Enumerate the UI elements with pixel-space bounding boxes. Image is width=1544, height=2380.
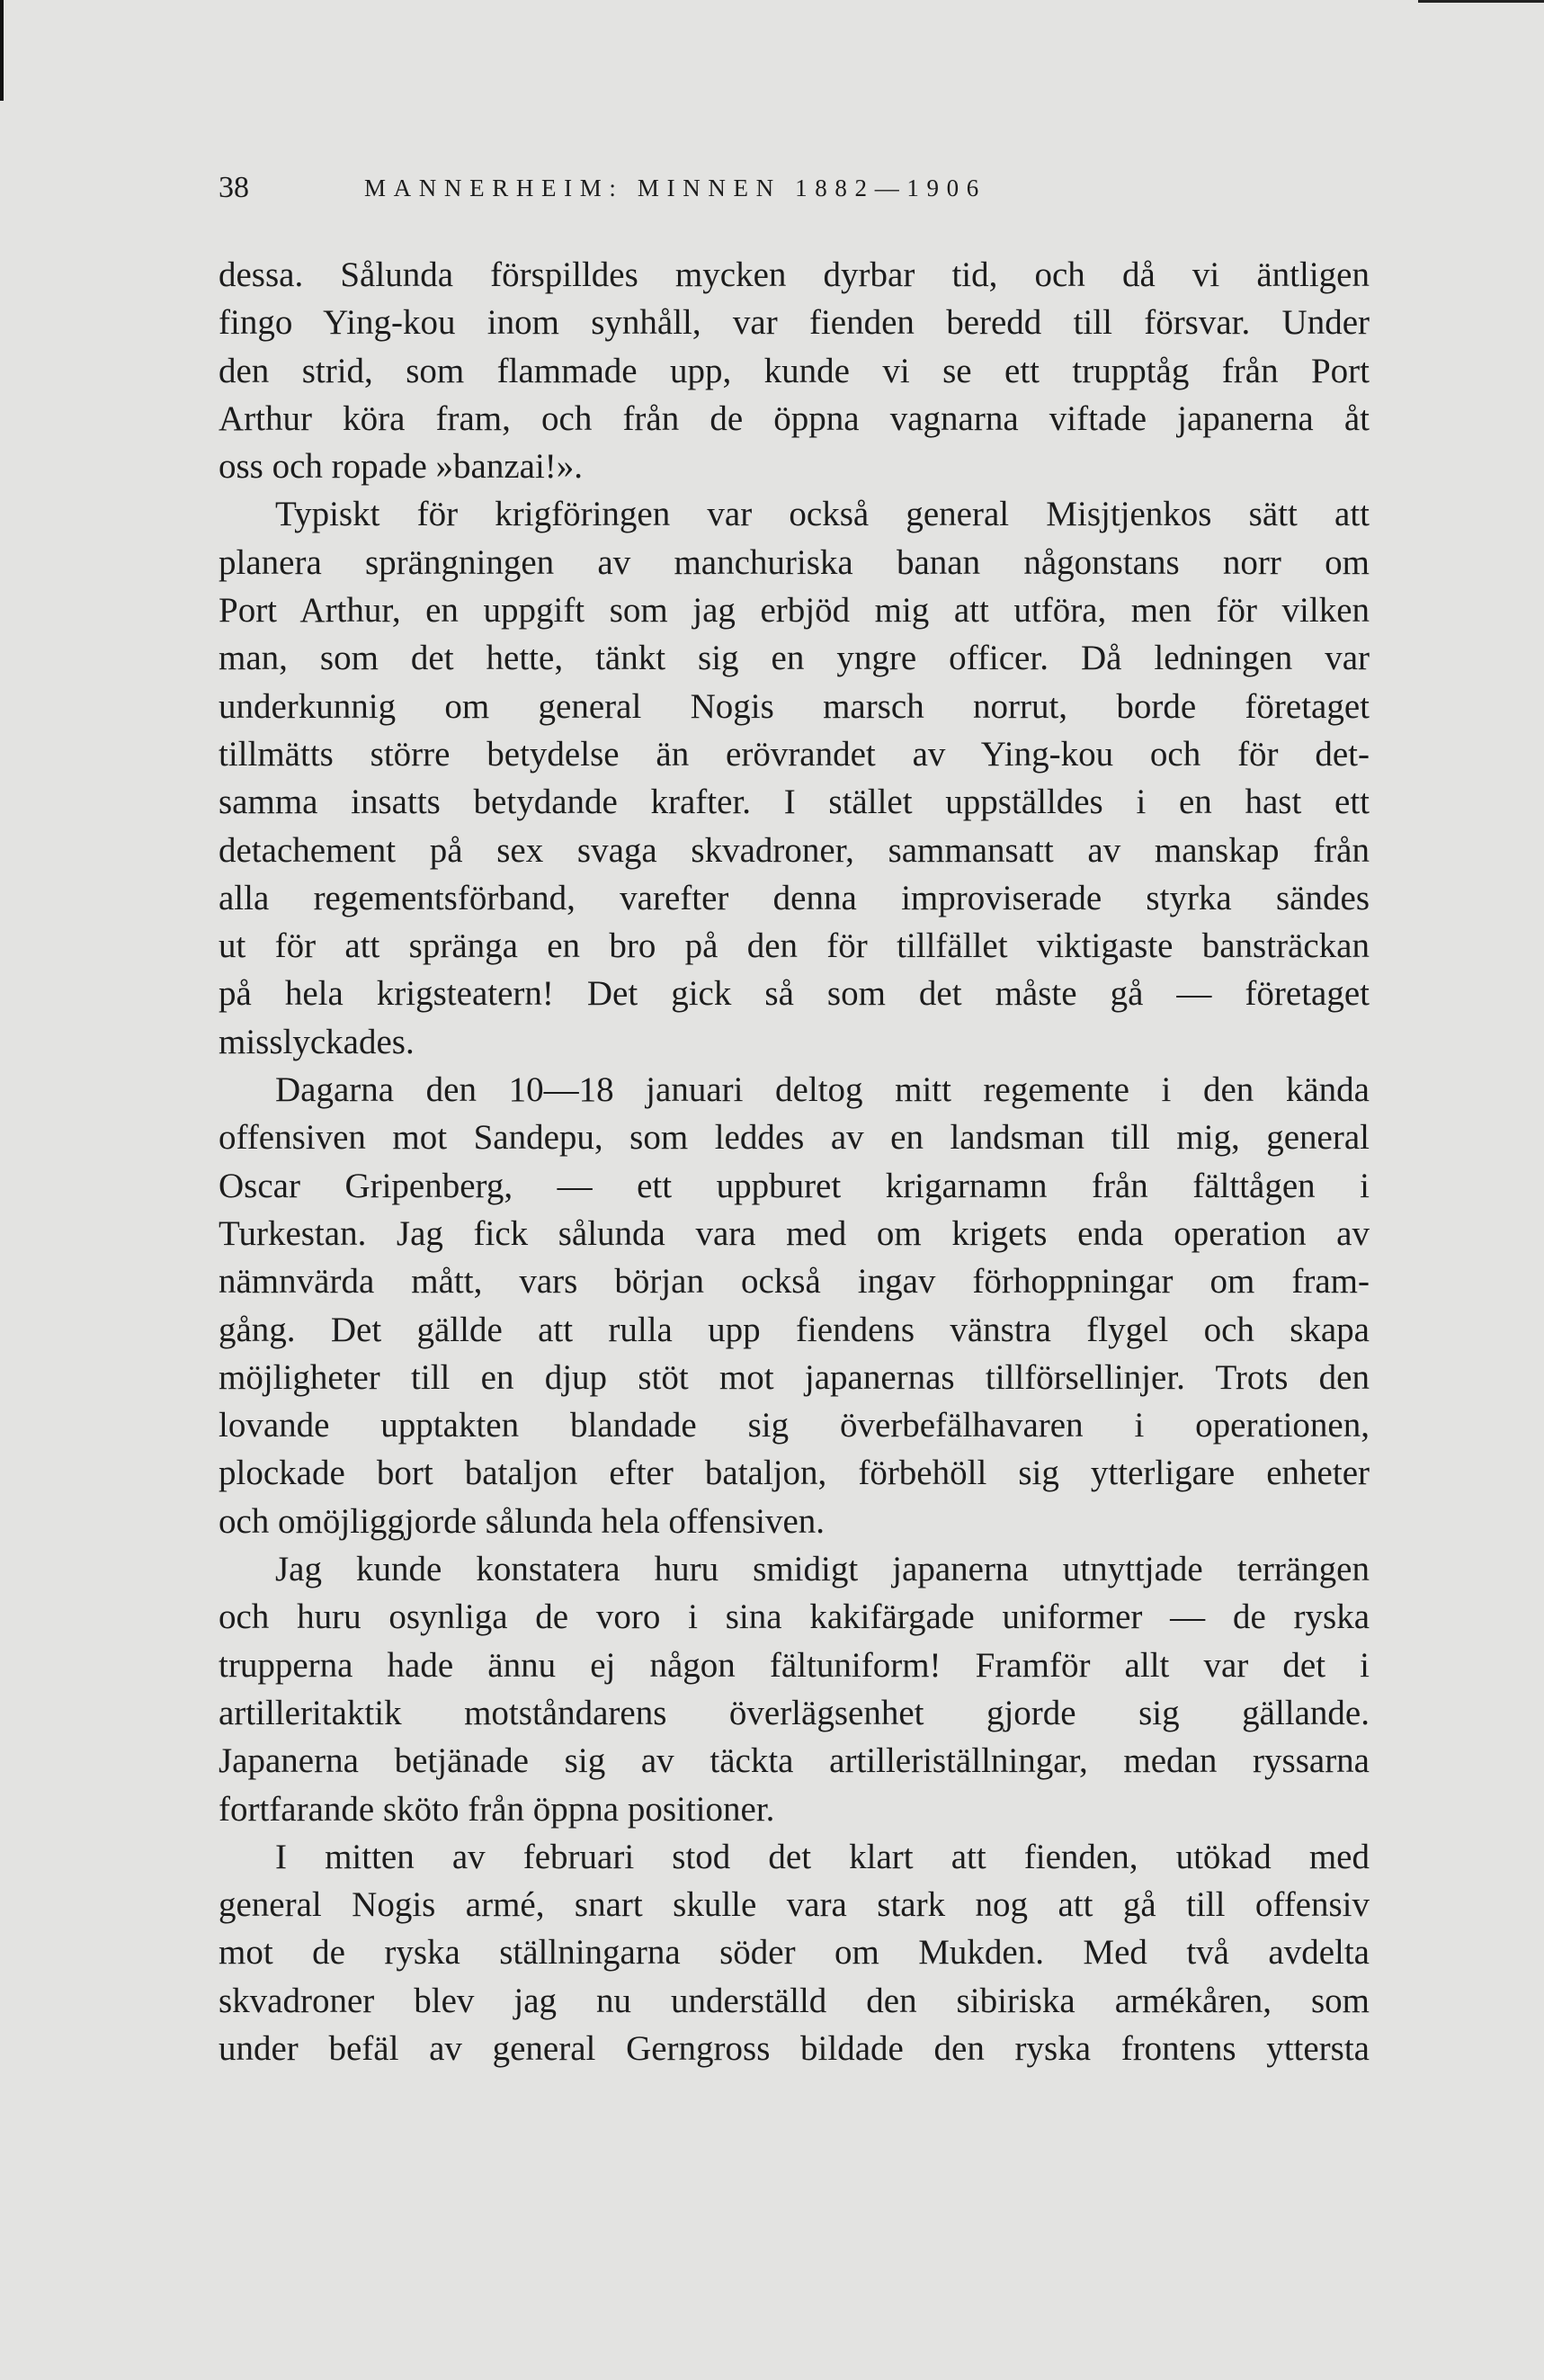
text-line: underkunnig om general Nogis marsch norrut, borde företaget <box>219 686 1370 726</box>
text-line: plockade bort bataljon efter bataljon, förbehöll sig ytterligare enheter <box>219 1454 1370 1493</box>
text-line: oss och ropade »banzai!». <box>219 447 584 487</box>
text-line: möjligheter till en djup stöt mot japanernas tillförsellinjer. Trots den <box>219 1357 1370 1397</box>
text-line: I mitten av februari stod det klart att fienden, utökad med <box>275 1837 1370 1876</box>
page-body <box>219 251 1370 2072</box>
text-line: alla regementsförband, varefter denna improviserade styrka sändes <box>219 878 1370 917</box>
text-line: man, som det hette, tänkt sig en yngre officer. Då ledningen var <box>219 639 1370 678</box>
text-line: Arthur köra fram, och från de öppna vagnarna viftade japanerna åt <box>219 398 1370 438</box>
text-line: fortfarande sköto från öppna positioner. <box>219 1789 775 1829</box>
text-line: misslyckades. <box>219 1022 415 1061</box>
text-line: dessa. Sålunda förspilldes mycken dyrbar tid, och då vi äntligen <box>219 255 1370 294</box>
text-line: och omöjliggjorde sålunda hela offensiven. <box>219 1501 826 1541</box>
text-line: planera sprängningen av manchuriska banan någonstans norr om <box>219 542 1370 582</box>
running-header <box>219 171 1370 216</box>
text-line: Port Arthur, en uppgift som jag erbjöd mig att utföra, men för vilken <box>219 591 1370 631</box>
page-number: 38 <box>219 171 249 204</box>
text-line: trupperna hade ännu ej någon fältuniform! Framför allt var det i <box>219 1645 1370 1685</box>
text-line: Turkestan. Jag fick sålunda vara med om krigets enda operation av <box>219 1213 1370 1253</box>
text-line: Oscar Gripenberg, — ett uppburet krigarnamn från fälttågen i <box>219 1166 1370 1205</box>
scan-edge-left <box>0 0 4 101</box>
paragraph <box>219 490 1370 1066</box>
text-line: på hela krigsteatern! Det gick så som det måste gå — företaget <box>219 974 1370 1014</box>
text-line: skvadroner blev jag nu underställd den sibiriska armékåren, som <box>219 1981 1370 2020</box>
text-line: artilleritaktik motståndarens överlägsenhet gjorde sig gällande. <box>219 1693 1370 1732</box>
paragraph <box>219 251 1370 490</box>
text-line: den strid, som flammade upp, kunde vi se ett trupptåg från Port <box>219 351 1370 390</box>
text-line: tillmätts större betydelse än erövrandet av Ying-kou och för det- <box>219 734 1370 774</box>
text-line: general Nogis armé, snart skulle vara stark nog att gå till offensiv <box>219 1885 1370 1925</box>
text-line: Typiskt för krigföringen var också general Misjtjenkos sätt att <box>275 495 1370 534</box>
text-line: gång. Det gällde att rulla upp fiendens vänstra flygel och skapa <box>219 1310 1370 1349</box>
text-line: nämnvärda mått, vars början också ingav förhoppningar om fram- <box>219 1262 1370 1302</box>
text-line: samma insatts betydande krafter. I stället uppställdes i en hast ett <box>219 783 1370 822</box>
running-title: MANNERHEIM: MINNEN 1882—1906 <box>364 174 986 201</box>
text-line: mot de ryska ställningarna söder om Mukden. Med två avdelta <box>219 1933 1370 1973</box>
text-line: offensiven mot Sandepu, som leddes av en landsman till mig, general <box>219 1118 1370 1158</box>
text-line: under befäl av general Gerngross bildade den ryska frontens yttersta <box>219 2028 1370 2068</box>
paragraph <box>219 1545 1370 1833</box>
paragraph <box>219 1066 1370 1545</box>
paragraph <box>219 1833 1370 2072</box>
text-line: och huru osynliga de voro i sina kakifärgade uniformer — de ryska <box>219 1597 1370 1637</box>
text-line: detachement på sex svaga skvadroner, sammansatt av manskap från <box>219 830 1370 870</box>
text-line: Jag kunde konstatera huru smidigt japanerna utnyttjade terrängen <box>275 1550 1370 1589</box>
scan-edge-top <box>1418 0 1544 3</box>
text-line: lovande upptakten blandade sig överbefälhavaren i operationen, <box>219 1406 1370 1445</box>
text-line: Dagarna den 10—18 januari deltog mitt regemente i den kända <box>275 1070 1370 1110</box>
text-line: ut för att spränga en bro på den för tillfället viktigaste bansträckan <box>219 926 1370 966</box>
text-line: fingo Ying-kou inom synhåll, var fienden beredd till försvar. Under <box>219 303 1370 343</box>
text-line: Japanerna betjänade sig av täckta artilleriställningar, medan ryssarna <box>219 1741 1370 1781</box>
